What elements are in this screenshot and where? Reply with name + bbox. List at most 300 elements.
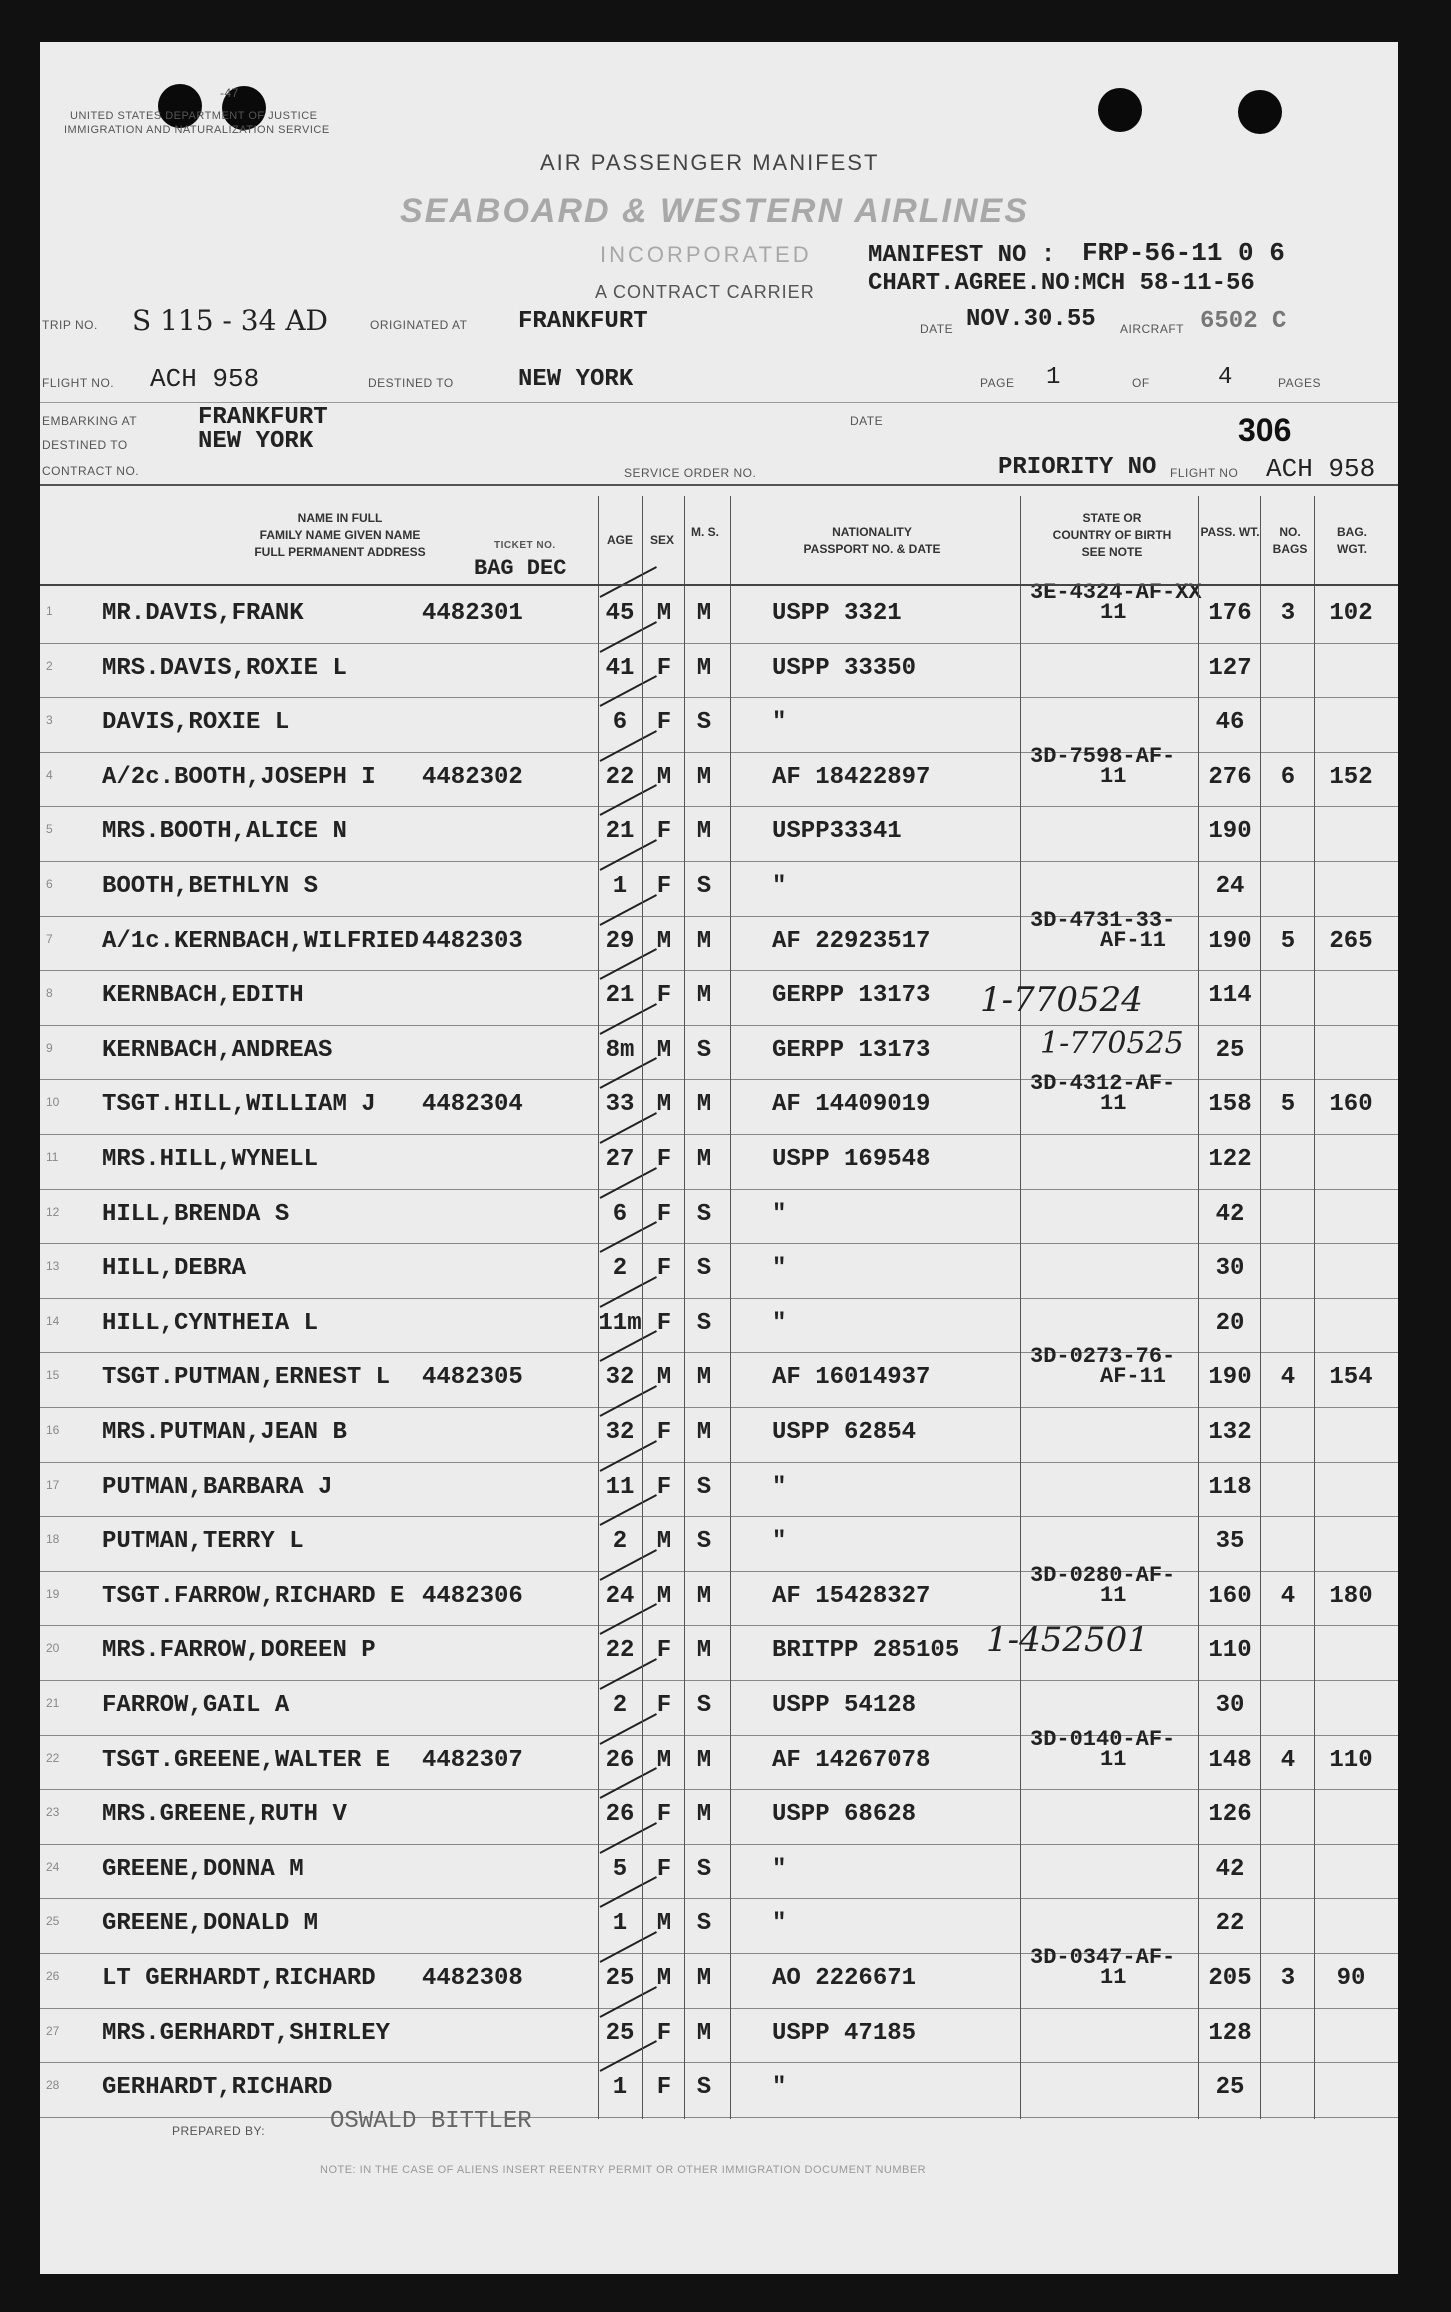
cell-bwgt: 180 (1329, 1582, 1373, 1610)
service-order-label: SERVICE ORDER NO. (624, 466, 757, 480)
col-header-ticket: TICKET NO. (494, 540, 556, 551)
cell-bwgt: 90 (1336, 1965, 1366, 1992)
column-rule (1198, 496, 1199, 2119)
row-rule (40, 1735, 1398, 1736)
cell-age: 21 (605, 982, 635, 1010)
handwritten-permit-row9: 1-770525 (1040, 1026, 1184, 1061)
cell-name: MRS.FARROW,DOREEN P (102, 1637, 376, 1665)
carrier-name: SEABOARD & WESTERN AIRLINES (400, 192, 1029, 230)
cell-ticket: 4482303 (422, 927, 523, 955)
col-nat-line1: NATIONALITY (832, 525, 912, 539)
cell-name: TSGT.PUTMAN,ERNEST L (102, 1364, 391, 1392)
cell-sex: F (656, 1309, 672, 1337)
cell-name: GREENE,DONALD M (102, 1910, 319, 1938)
cell-ms: S (696, 709, 712, 737)
handwritten-permit-row8: 1-770524 (980, 980, 1143, 1020)
cell-bags: 6 (1280, 763, 1296, 791)
cell-passport: GERPP 13173 (772, 1036, 931, 1064)
row-number: 10 (46, 1095, 60, 1110)
cell-state-cont: 11 (1100, 1965, 1127, 1990)
row-rule (40, 1625, 1398, 1626)
footer-note: NOTE: IN THE CASE OF ALIENS INSERT REENTRY PERMIT OR OTHER IMMIGRATION DOCUMENT NUMBER (320, 2164, 927, 2176)
cell-ms: S (696, 1855, 712, 1883)
cell-wt: 205 (1208, 1965, 1252, 1992)
row-number: 26 (46, 1969, 60, 1983)
cell-name: MRS.HILL,WYNELL (102, 1146, 319, 1173)
cell-wt: 25 (1215, 2074, 1245, 2102)
row-rule (40, 2062, 1398, 2063)
cell-passport: " (772, 1910, 787, 1938)
originated-value: FRANKFURT (518, 308, 648, 335)
trip-no: S 115 - 34 AD (132, 304, 328, 337)
col-name-line3: FULL PERMANENT ADDRESS (254, 545, 426, 559)
cell-ms: M (696, 2019, 712, 2047)
cell-name: A/1c.KERNBACH,WILFRIED (102, 927, 419, 955)
cell-sex: F (656, 2019, 672, 2047)
cell-age: 21 (605, 818, 635, 846)
row-number: 24 (46, 1859, 60, 1874)
cell-name: FARROW,GAIL A (102, 1692, 290, 1719)
cell-age: 2 (612, 1692, 628, 1719)
cell-wt: 42 (1215, 1200, 1245, 1228)
col-name-line2: FAMILY NAME GIVEN NAME (259, 528, 421, 542)
cell-sex: F (656, 1473, 672, 1501)
row-rule (40, 2008, 1398, 2009)
cell-wt: 114 (1208, 982, 1252, 1010)
cell-wt: 118 (1208, 1473, 1252, 1501)
cell-state: 3D-4312-AF- (1030, 1071, 1176, 1097)
cell-sex: F (656, 873, 672, 900)
cell-passport: USPP 33350 (772, 654, 917, 682)
cell-name: MRS.DAVIS,ROXIE L (102, 654, 347, 682)
cell-state-cont: 11 (1100, 1746, 1127, 1772)
trip-label: TRIP NO. (42, 318, 98, 332)
cell-passport: " (772, 1200, 787, 1228)
originated-label: ORIGINATED AT (370, 318, 468, 332)
cell-age: 33 (605, 1091, 635, 1119)
cell-state: 3D-7598-AF- (1030, 743, 1176, 769)
row-number: 22 (46, 1750, 60, 1765)
col-nat-line2: PASSPORT NO. & DATE (803, 542, 941, 556)
row-rule (40, 1571, 1398, 1572)
form-code: -47 (220, 86, 239, 100)
row-rule (40, 1953, 1398, 1954)
pages-label: PAGES (1278, 376, 1321, 390)
row-number: 9 (46, 1040, 53, 1055)
cell-name: MRS.BOOTH,ALICE N (102, 818, 347, 846)
cell-name: HILL,CYNTHEIA L (102, 1309, 319, 1337)
cell-passport: " (772, 1528, 787, 1556)
column-rule (684, 496, 685, 2119)
cell-wt: 190 (1208, 927, 1252, 955)
cell-ticket: 4482307 (422, 1746, 523, 1774)
cell-wt: 132 (1208, 1419, 1252, 1446)
row-rule (40, 1134, 1398, 1135)
date-label: DATE (920, 322, 954, 336)
col-state-line1: STATE OR (1082, 511, 1142, 525)
cell-sex: F (656, 1801, 672, 1829)
cell-age: 1 (612, 873, 628, 900)
cell-sex: M (656, 1528, 672, 1556)
cell-passport: BRITPP 285105 (772, 1637, 960, 1665)
cell-wt: 122 (1208, 1146, 1252, 1173)
cell-ms: S (696, 1692, 712, 1719)
cell-age: 26 (605, 1746, 635, 1774)
cell-ms: S (696, 1473, 712, 1501)
cell-state-cont: 11 (1100, 1582, 1127, 1608)
cell-passport: AF 14267078 (772, 1746, 931, 1774)
cell-ms: M (696, 927, 712, 955)
prepared-by: OSWALD BITTLER (330, 2108, 532, 2135)
row-rule (40, 1680, 1398, 1681)
cell-sex: F (656, 1692, 672, 1719)
cell-sex: F (656, 1200, 672, 1228)
date-value: NOV.30.55 (966, 306, 1096, 333)
cell-sex: M (656, 1091, 672, 1119)
cell-name: TSGT.GREENE,WALTER E (102, 1746, 391, 1774)
cell-sex: F (656, 1146, 672, 1173)
cell-bags: 5 (1280, 927, 1296, 955)
cell-age: 6 (612, 1200, 628, 1228)
cell-name: PUTMAN,TERRY L (102, 1528, 304, 1556)
cell-wt: 190 (1208, 1364, 1252, 1392)
cell-age: 6 (612, 709, 628, 737)
aircraft-value: 6502 C (1200, 308, 1287, 335)
cell-ticket: 4482306 (422, 1582, 523, 1610)
cell-sex: M (656, 1036, 672, 1064)
embarking-value: FRANKFURT (198, 404, 328, 431)
row-number: 18 (46, 1532, 60, 1547)
cell-ticket: 4482305 (422, 1364, 523, 1392)
cell-wt: 46 (1215, 709, 1245, 737)
row-rule (40, 1352, 1398, 1353)
cell-passport: USPP 47185 (772, 2019, 917, 2047)
row-number: 1 (46, 604, 53, 618)
cell-ms: M (696, 1419, 712, 1446)
row-number: 25 (46, 1914, 60, 1929)
chart-agree-label: CHART.AGREE.NO: (868, 270, 1085, 297)
cell-bags: 4 (1280, 1746, 1296, 1774)
row-rule (40, 1462, 1398, 1463)
cell-age: 45 (605, 600, 635, 627)
page-no: 1 (1046, 364, 1061, 391)
row-rule (40, 970, 1398, 971)
cell-age: 25 (605, 1965, 635, 1992)
cell-state-cont: AF-11 (1100, 927, 1167, 953)
cell-ticket: 4482301 (422, 600, 523, 627)
cell-age: 41 (605, 654, 635, 682)
cell-name: BOOTH,BETHLYN S (102, 873, 319, 900)
cell-bags: 3 (1280, 1965, 1296, 1992)
cell-name: GERHARDT,RICHARD (102, 2074, 333, 2102)
cell-bags: 4 (1280, 1582, 1296, 1610)
cell-wt: 22 (1215, 1910, 1245, 1938)
cell-wt: 30 (1215, 1255, 1245, 1283)
column-rule (642, 496, 643, 2119)
cell-wt: 176 (1208, 600, 1252, 627)
cell-ms: M (696, 1146, 712, 1173)
flight-no: ACH 958 (150, 364, 260, 394)
destined2-value: NEW YORK (198, 428, 314, 455)
cell-ticket: 4482308 (422, 1965, 523, 1992)
row-number: 8 (46, 986, 53, 1001)
cell-age: 22 (605, 1637, 635, 1665)
priority-number: 306 (1238, 412, 1292, 448)
destined-value: NEW YORK (518, 366, 634, 393)
cell-age: 2 (612, 1528, 628, 1556)
incorporated-text: INCORPORATED (600, 242, 812, 267)
row-number: 20 (46, 1641, 60, 1656)
row-number: 17 (46, 1477, 60, 1492)
row-number: 14 (46, 1313, 60, 1328)
cell-age: 11 (605, 1473, 635, 1501)
row-rule (40, 1243, 1398, 1244)
cell-wt: 158 (1208, 1091, 1252, 1119)
cell-name: HILL,BRENDA S (102, 1200, 290, 1228)
row-rule (40, 1516, 1398, 1517)
cell-ms: S (696, 1910, 712, 1938)
cell-age: 27 (605, 1146, 635, 1173)
cell-passport: AF 18422897 (772, 763, 931, 791)
cell-passport: " (772, 709, 787, 737)
cell-state-cont: 11 (1100, 763, 1127, 789)
col-header-no-bags: NO. BAGS (1272, 525, 1308, 556)
cell-passport: " (772, 873, 787, 900)
destined-label: DESTINED TO (368, 376, 454, 390)
cell-age: 29 (605, 927, 635, 955)
cell-sex: F (656, 982, 672, 1010)
cell-name: TSGT.HILL,WILLIAM J (102, 1091, 376, 1119)
cell-ms: M (696, 982, 712, 1010)
manifest-no-label: MANIFEST NO : (868, 242, 1056, 269)
col-header-ms: M. S. (690, 525, 719, 539)
cell-sex: M (656, 600, 672, 627)
cell-sex: F (656, 1419, 672, 1446)
cell-wt: 25 (1215, 1036, 1245, 1064)
cell-passport: " (772, 2074, 787, 2102)
cell-passport: GERPP 13173 (772, 982, 931, 1010)
cell-sex: M (656, 1746, 672, 1774)
row-number: 2 (46, 658, 53, 673)
cell-bwgt: 265 (1329, 927, 1373, 955)
row-rule (40, 2117, 1398, 2118)
cell-ms: S (696, 873, 712, 900)
cell-sex: M (656, 927, 672, 955)
cell-sex: M (656, 1910, 672, 1938)
cell-wt: 20 (1215, 1309, 1245, 1337)
cell-sex: F (656, 2074, 672, 2102)
column-rule (1020, 496, 1021, 2119)
date2-label: DATE (850, 414, 884, 428)
row-number: 6 (46, 877, 53, 891)
destined2-label: DESTINED TO (42, 438, 128, 452)
punch-hole (1098, 88, 1142, 132)
cell-ms: S (696, 1255, 712, 1283)
cell-sex: F (656, 1637, 672, 1665)
row-number: 7 (46, 931, 53, 946)
cell-sex: M (656, 1582, 672, 1610)
row-number: 27 (46, 2023, 60, 2038)
row-rule (40, 697, 1398, 698)
cell-ms: S (696, 1036, 712, 1064)
cell-sex: F (656, 654, 672, 682)
cell-ms: M (696, 654, 712, 682)
cell-age: 1 (612, 1910, 628, 1938)
row-rule (40, 916, 1398, 917)
header-rule (40, 584, 1398, 586)
cell-name: MRS.GERHARDT,SHIRLEY (102, 2019, 391, 2047)
cell-ms: M (696, 600, 712, 627)
row-number: 28 (46, 2078, 60, 2093)
cell-wt: 24 (1215, 873, 1245, 900)
cell-wt: 110 (1208, 1637, 1252, 1665)
cell-age: 32 (605, 1419, 635, 1446)
row-rule (40, 861, 1398, 862)
cell-bwgt: 102 (1329, 600, 1373, 627)
col-header-age: AGE (606, 533, 633, 547)
col-header-sex: SEX (649, 533, 674, 547)
handwritten-permit-row20: 1-452501 (986, 1620, 1149, 1660)
cell-ms: M (696, 1637, 712, 1665)
cell-wt: 42 (1215, 1855, 1245, 1883)
cell-bwgt: 154 (1329, 1364, 1373, 1392)
agency-line2: IMMIGRATION AND NATURALIZATION SERVICE (64, 124, 330, 136)
cell-wt: 160 (1208, 1582, 1252, 1610)
cell-sex: F (656, 709, 672, 737)
row-number: 21 (46, 1696, 60, 1710)
check-mark (600, 566, 657, 598)
cell-ms: M (696, 1801, 712, 1829)
cell-sex: F (656, 1855, 672, 1883)
row-rule (40, 1898, 1398, 1899)
row-rule (40, 1844, 1398, 1845)
cell-age: 32 (605, 1364, 635, 1392)
cell-age: 11m (598, 1309, 642, 1337)
cell-ms: M (696, 1965, 712, 1992)
cell-ms: S (696, 1528, 712, 1556)
manifest-title: AIR PASSENGER MANIFEST (540, 150, 880, 175)
cell-sex: F (656, 818, 672, 846)
cell-state: 3D-0280-AF- (1030, 1562, 1176, 1588)
cell-passport: USPP 54128 (772, 1692, 917, 1719)
cell-state: 3D-4731-33- (1030, 907, 1176, 933)
cell-state: 3D-0140-AF- (1030, 1726, 1176, 1752)
page-label: PAGE (980, 376, 1015, 390)
cell-wt: 126 (1208, 1801, 1252, 1829)
col-state-line3: SEE NOTE (1081, 545, 1143, 559)
cell-ticket: 4482304 (422, 1091, 523, 1119)
row-number: 4 (46, 767, 53, 782)
row-number: 15 (46, 1368, 60, 1383)
col-header-bag-wgt: BAG. WGT. (1337, 525, 1367, 556)
row-number: 19 (46, 1586, 60, 1601)
manifest-sheet (40, 42, 1398, 2274)
contract-carrier-text: A CONTRACT CARRIER (595, 282, 815, 302)
row-number: 11 (46, 1150, 59, 1164)
cell-passport: AF 15428327 (772, 1582, 931, 1610)
row-number: 12 (46, 1204, 60, 1219)
cell-sex: M (656, 1364, 672, 1392)
cell-ms: M (696, 1582, 712, 1610)
row-rule (40, 1407, 1398, 1408)
cell-passport: AO 2226671 (772, 1965, 917, 1992)
cell-passport: USPP 62854 (772, 1419, 917, 1446)
divider (40, 484, 1398, 486)
cell-age: 25 (605, 2019, 635, 2047)
cell-age: 26 (605, 1801, 635, 1829)
row-number: 16 (46, 1423, 60, 1437)
cell-passport: USPP 169548 (772, 1146, 931, 1173)
cell-name: DAVIS,ROXIE L (102, 709, 290, 737)
cell-name: MRS.PUTMAN,JEAN B (102, 1419, 347, 1446)
cell-state-cont: 11 (1100, 1091, 1127, 1117)
cell-state-cont: 11 (1100, 600, 1127, 625)
cell-passport: AF 22923517 (772, 927, 931, 955)
flight-label: FLIGHT NO. (42, 376, 115, 390)
cell-ms: S (696, 2074, 712, 2102)
cell-wt: 127 (1208, 654, 1252, 682)
cell-name: KERNBACH,ANDREAS (102, 1036, 333, 1064)
cell-name: HILL,DEBRA (102, 1255, 247, 1283)
cell-passport: " (772, 1855, 787, 1883)
cell-name: A/2c.BOOTH,JOSEPH I (102, 763, 376, 791)
cell-age: 1 (612, 2074, 628, 2102)
cell-age: 24 (605, 1582, 635, 1610)
cell-passport: USPP 68628 (772, 1801, 917, 1829)
cell-ms: M (696, 1746, 712, 1774)
cell-passport: " (772, 1473, 787, 1501)
cell-sex: M (656, 1965, 672, 1992)
cell-name: PUTMAN,BARBARA J (102, 1473, 333, 1501)
cell-sex: F (656, 1255, 672, 1283)
prepared-label: PREPARED BY: (172, 2124, 266, 2138)
col-header-state (1026, 510, 1198, 561)
cell-ms: S (696, 1200, 712, 1228)
col-name-line1: NAME IN FULL (297, 511, 383, 525)
cell-ms: M (696, 1091, 712, 1119)
cell-ms: M (696, 763, 712, 791)
cell-state-cont: AF-11 (1100, 1364, 1167, 1390)
manifest-no: FRP-56-11 0 6 (1082, 238, 1285, 268)
cell-name: MRS.GREENE,RUTH V (102, 1801, 347, 1829)
row-number: 23 (46, 1805, 60, 1820)
of-label: OF (1132, 376, 1150, 390)
cell-name: KERNBACH,EDITH (102, 982, 304, 1010)
row-rule (40, 1025, 1398, 1026)
cell-bwgt: 152 (1329, 763, 1373, 791)
cell-passport: " (772, 1309, 787, 1337)
embarking-label: EMBARKING AT (42, 414, 138, 428)
cell-name: LT GERHARDT,RICHARD (102, 1965, 376, 1992)
cell-age: 5 (612, 1855, 628, 1883)
row-rule (40, 752, 1398, 753)
cell-passport: USPP33341 (772, 818, 902, 846)
row-rule (40, 1789, 1398, 1790)
cell-age: 8m (605, 1036, 635, 1064)
column-rule (1260, 496, 1261, 2119)
row-rule (40, 1298, 1398, 1299)
cell-age: 22 (605, 763, 635, 791)
col-header-pass-wt: PASS. WT. (1200, 525, 1260, 539)
row-number: 3 (46, 713, 53, 728)
cell-bags: 4 (1280, 1364, 1296, 1392)
row-rule (40, 1189, 1398, 1190)
row-rule (40, 806, 1398, 807)
cell-state: 3D-0273-76- (1030, 1344, 1176, 1370)
cell-ms: M (696, 1364, 712, 1392)
cell-wt: 148 (1208, 1746, 1252, 1774)
cell-name: MR.DAVIS,FRANK (102, 600, 304, 627)
